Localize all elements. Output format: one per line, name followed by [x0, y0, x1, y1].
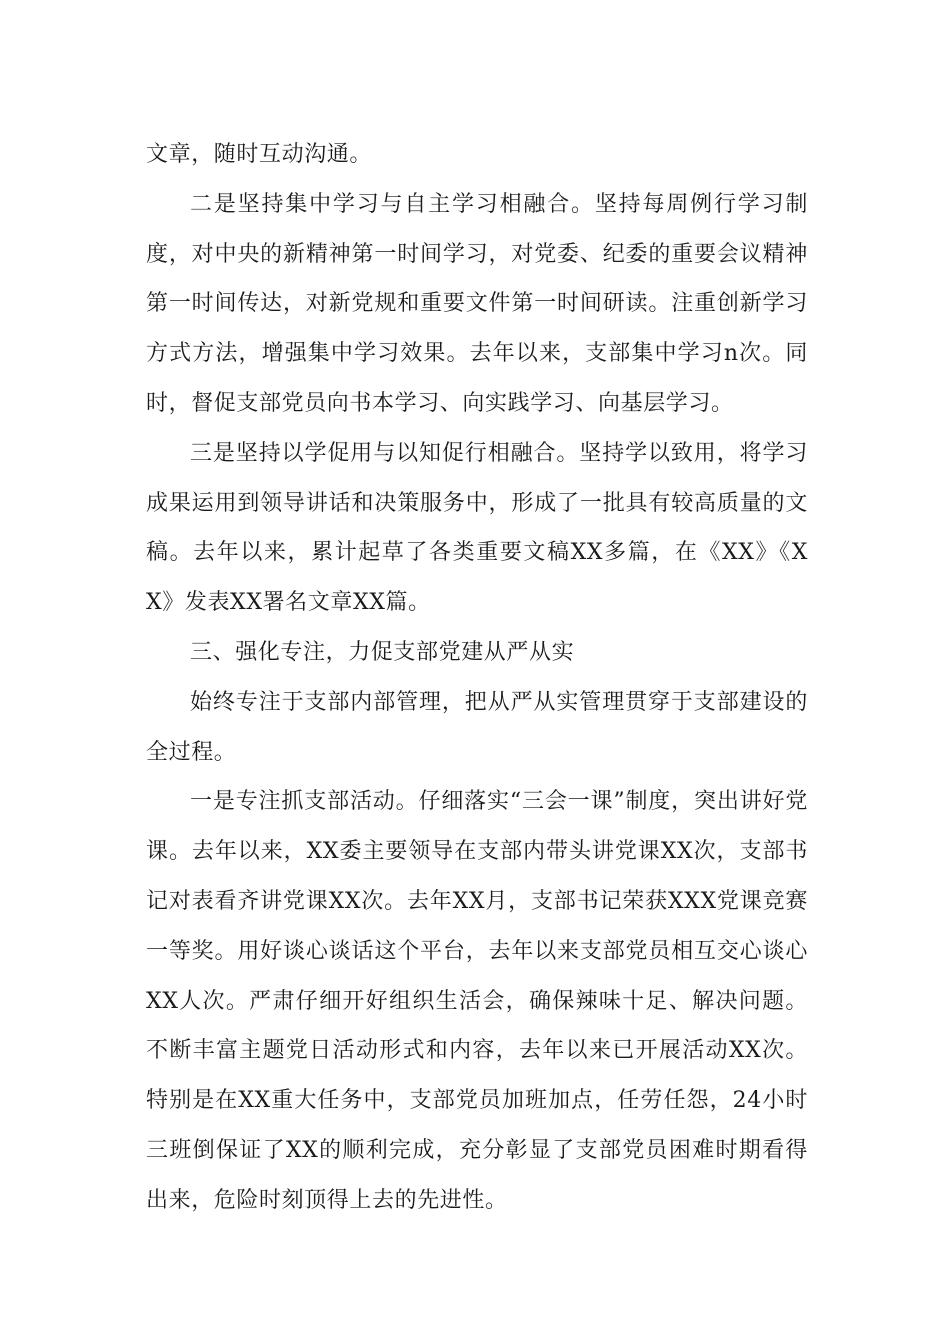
paragraph-5: 始终专注于支部内部管理，把从严从实管理贯穿于支部建设的全过程。: [146, 689, 808, 765]
paragraph-3: 三是坚持以学促用与以知促行相融合。坚持学以致用，将学习成果运用到领导讲话和决策服务中，形成了一批具有较高质量的文稿。去年以来，累计起草了各类重要文稿XX多篇，在《XX》《XX》发表XX署名文章XX篇。: [146, 440, 808, 616]
paragraph-1: 文章，随时互动沟通。: [146, 142, 373, 167]
section-heading: 三、强化专注，力促支部党建从严从实: [190, 639, 575, 665]
document-body: [146, 130, 808, 1226]
paragraph-6: 一是专注抓支部活动。仔细落实“三会一课”制度，突出讲好党课。去年以来，XX委主要领导在支部内带头讲党课XX次，支部书记对表看齐讲党课XX次。去年XX月，支部书记荣获XXX党课竞赛一等奖。用好谈心谈话这个平台，去年以来支部党员相互交心谈心XX人次。严肃仔细开好组织生活会，确保辣味十足、解决问题。不断丰富主题党日活动形式和内容，去年以来已开展活动XX次。特别是在XX重大任务中，支部党员加班加点，任劳任怨，24小时三班倒保证了XX的顺利完成，充分彰显了支部党员困难时期看得出来，危险时刻顶得上去的先进性。: [146, 789, 808, 1213]
paragraph-2: 二是坚持集中学习与自主学习相融合。坚持每周例行学习制度，对中央的新精神第一时间学习，对党委、纪委的重要会议精神第一时间传达，对新党规和重要文件第一时间研读。注重创新学习方式方法，增强集中学习效果。去年以来，支部集中学习n次。同时，督促支部党员向书本学习、向实践学习、向基层学习。: [146, 191, 808, 416]
